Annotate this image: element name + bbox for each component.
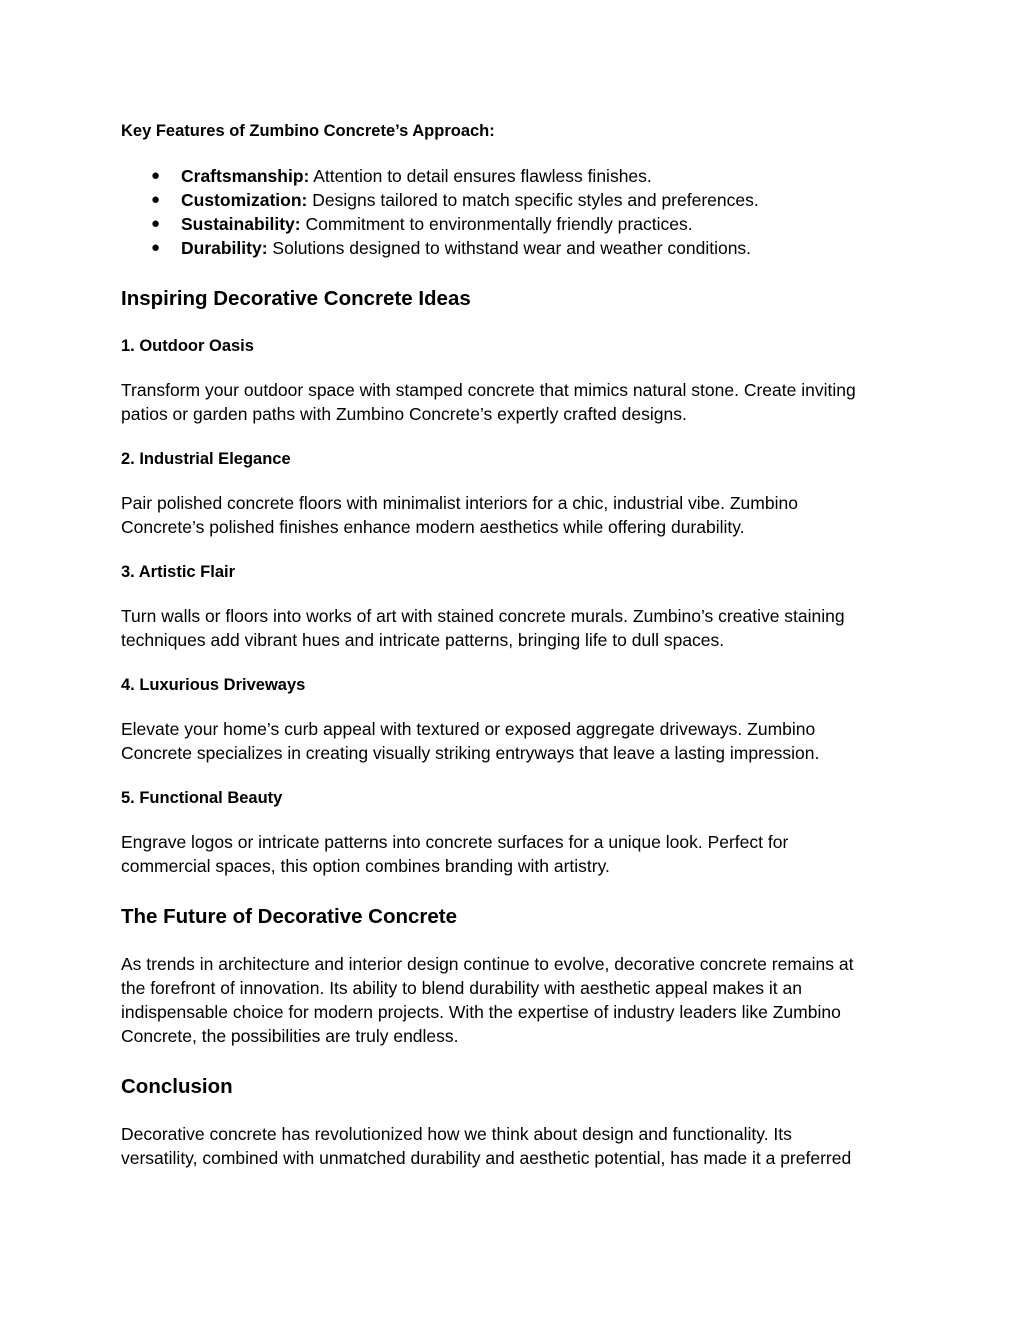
feature-term: Durability: xyxy=(181,238,268,258)
feature-term: Customization: xyxy=(181,190,308,210)
section-heading-conclusion: Conclusion xyxy=(121,1075,233,1098)
paragraph-line: Engrave logos or intricate patterns into concrete surfaces for a unique look. Perfect for xyxy=(121,832,789,852)
section-heading-future: The Future of Decorative Concrete xyxy=(121,905,458,928)
feature-desc: Commitment to environmentally friendly practices. xyxy=(300,214,693,234)
idea-paragraph xyxy=(121,604,911,652)
paragraph-line: the forefront of innovation. Its ability to blend durability with aesthetic appeal makes it an xyxy=(121,978,802,998)
idea-title: 2. Industrial Elegance xyxy=(121,450,291,468)
idea-paragraph xyxy=(121,378,911,426)
paragraph-line: Concrete specializes in creating visually striking entryways that leave a lasting impression. xyxy=(121,743,820,763)
paragraph-line: patios or garden paths with Zumbino Concrete’s expertly crafted designs. xyxy=(121,404,687,424)
feature-term: Sustainability: xyxy=(181,214,301,234)
paragraph-line: Transform your outdoor space with stamped concrete that mimics natural stone. Create inviting xyxy=(121,380,856,400)
paragraph-line: techniques add vibrant hues and intricate patterns, bringing life to dull spaces. xyxy=(121,630,725,650)
bullet-icon: ● xyxy=(151,215,161,232)
feature-desc: Solutions designed to withstand wear and weather conditions. xyxy=(267,238,752,258)
idea-paragraph xyxy=(121,830,911,878)
paragraph-line: Concrete’s polished finishes enhance modern aesthetics while offering durability. xyxy=(121,517,745,537)
idea-title: 1. Outdoor Oasis xyxy=(121,337,254,355)
section-heading-ideas: Inspiring Decorative Concrete Ideas xyxy=(121,287,471,310)
paragraph-line: commercial spaces, this option combines branding with artistry. xyxy=(121,856,610,876)
paragraph-line: Decorative concrete has revolutionized how we think about design and functionality. Its xyxy=(121,1124,792,1144)
paragraph-line: versatility, combined with unmatched durability and aesthetic potential, has made it a preferred xyxy=(121,1148,852,1168)
idea-title: 3. Artistic Flair xyxy=(121,563,236,581)
paragraph-line: Pair polished concrete floors with minimalist interiors for a chic, industrial vibe. Zumbino xyxy=(121,493,798,513)
paragraph-line: Concrete, the possibilities are truly endless. xyxy=(121,1026,459,1046)
idea-paragraph xyxy=(121,717,911,765)
future-paragraph xyxy=(121,952,911,1048)
feature-desc: Designs tailored to match specific styles and preferences. xyxy=(307,190,759,210)
bullet-icon: ● xyxy=(151,191,161,208)
paragraph-line: As trends in architecture and interior design continue to evolve, decorative concrete remains at xyxy=(121,954,854,974)
paragraph-line: indispensable choice for modern projects. With the expertise of industry leaders like Zumbino xyxy=(121,1002,841,1022)
features-heading: Key Features of Zumbino Concrete’s Approach: xyxy=(121,122,495,140)
conclusion-paragraph xyxy=(121,1122,911,1170)
feature-desc: Attention to detail ensures flawless finishes. xyxy=(309,166,652,186)
feature-term: Craftsmanship: xyxy=(181,166,310,186)
idea-title: 5. Functional Beauty xyxy=(121,789,283,807)
bullet-icon: ● xyxy=(151,239,161,256)
bullet-icon: ● xyxy=(151,167,161,184)
paragraph-line: Turn walls or floors into works of art with stained concrete murals. Zumbino’s creative staining xyxy=(121,606,845,626)
paragraph-line: Elevate your home’s curb appeal with textured or exposed aggregate driveways. Zumbino xyxy=(121,719,816,739)
idea-title: 4. Luxurious Driveways xyxy=(121,676,306,694)
idea-paragraph xyxy=(121,491,911,539)
